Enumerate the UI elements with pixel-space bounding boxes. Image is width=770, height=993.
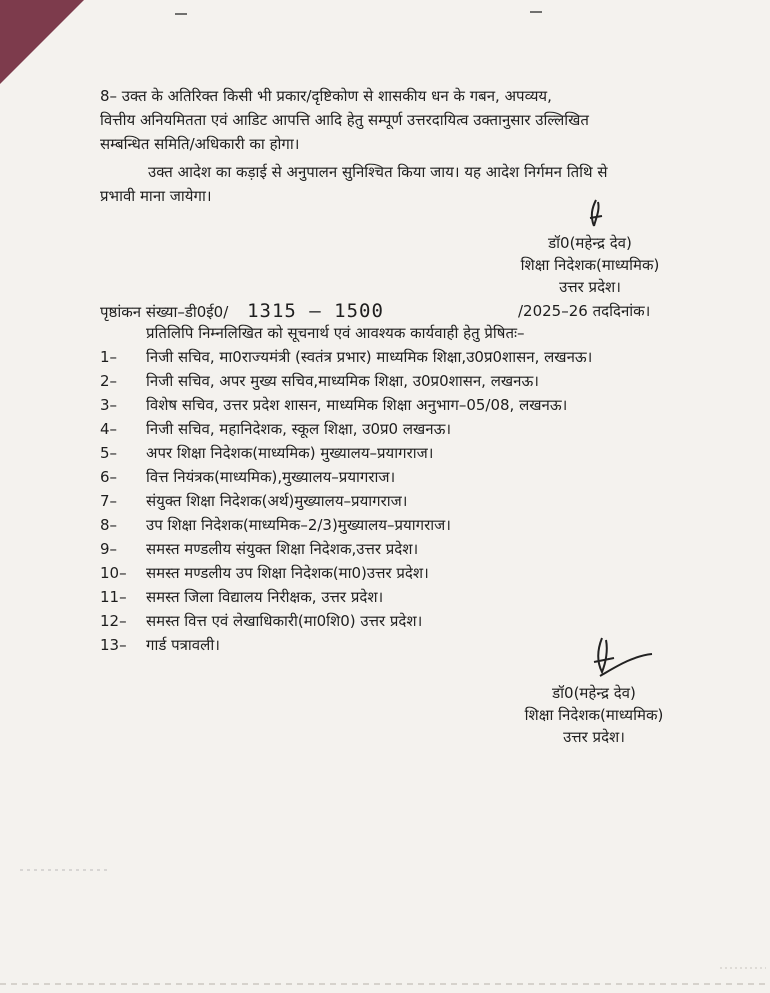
list-item: 8– उप शिक्षा निदेशक(माध्यमिक–2/3)मुख्यालय–प्रयागराज। <box>100 516 451 534</box>
clause-8-line: 8– उक्त के अतिरिक्त किसी भी प्रकार/दृष्टिकोण से शासकीय धन के गबन, अपव्यय, <box>100 87 552 105</box>
list-item: 9– समस्त मण्डलीय संयुक्त शिक्षा निदेशक,उत्तर प्रदेश। <box>100 540 419 558</box>
reference-label: पृष्ठांकन संख्या–डी0ई0/ <box>100 303 229 321</box>
order-line: उक्त आदेश का कड़ाई से अनुपालन सुनिश्चित किया जाय। यह आदेश निर्गमन तिथि से <box>148 163 608 181</box>
signatory-designation: शिक्षा निदेशक(माध्यमिक) <box>524 706 664 724</box>
signatory-state: उत्तर प्रदेश। <box>563 728 625 746</box>
scan-noise-marks <box>0 860 770 993</box>
list-item: 5– अपर शिक्षा निदेशक(माध्यमिक) मुख्यालय–प्रयागराज। <box>100 444 434 462</box>
top-dash-marks <box>170 8 550 20</box>
list-item: 12– समस्त वित्त एवं लेखाधिकारी(मा0शि0) उत्तर प्रदेश। <box>100 612 423 630</box>
handwritten-dispatch-number: 1315 – 1500 <box>247 300 384 322</box>
signature-block-1 <box>490 232 690 298</box>
list-item: 3– विशेष सचिव, उत्तर प्रदेश शासन, माध्यमिक शिक्षा अनुभाग–05/08, लखनऊ। <box>100 396 568 414</box>
order-line: प्रभावी माना जायेगा। <box>100 187 212 205</box>
corner-tint-mark <box>0 0 90 90</box>
list-item: 11– समस्त जिला विद्यालय निरीक्षक, उत्तर प्रदेश। <box>100 588 384 606</box>
signatory-state: उत्तर प्रदेश। <box>559 278 621 296</box>
signatory-name: डॉ0(महेन्द्र देव) <box>552 684 636 702</box>
clause-8-line: सम्बन्धित समिति/अधिकारी का होगा। <box>100 135 300 153</box>
list-item: 10– समस्त मण्डलीय उप शिक्षा निदेशक(मा0)उत्तर प्रदेश। <box>100 564 429 582</box>
signatory-designation: शिक्षा निदेशक(माध्यमिक) <box>520 256 660 274</box>
list-item: 4– निजी सचिव, महानिदेशक, स्कूल शिक्षा, उ0प्र0 लखनऊ। <box>100 420 452 438</box>
clause-8-line: वित्तीय अनियमितता एवं आडिट आपत्ति आदि हेतु सम्पूर्ण उत्तरदायित्व उक्तानुसार उल्लिखित <box>100 111 589 129</box>
list-item: 2– निजी सचिव, अपर मुख्य सचिव,माध्यमिक शिक्षा, उ0प्र0शासन, लखनऊ। <box>100 372 539 390</box>
list-item: 7– संयुक्त शिक्षा निदेशक(अर्थ)मुख्यालय–प्रयागराज। <box>100 492 408 510</box>
signature-1-scribble <box>578 196 618 236</box>
list-item: 1– निजी सचिव, मा0राज्यमंत्री (स्वतंत्र प्रभार) माध्यमिक शिक्षा,उ0प्र0शासन, लखनऊ। <box>100 348 593 366</box>
signatory-name: डॉ0(महेन्द्र देव) <box>548 234 632 252</box>
reference-date: /2025–26 तददिनांक। <box>518 302 651 320</box>
list-item: 6– वित्त नियंत्रक(माध्यमिक),मुख्यालय–प्रयागराज। <box>100 468 396 486</box>
clause-8-paragraph <box>100 84 740 156</box>
reference-line <box>100 300 651 323</box>
copy-intro: प्रतिलिपि निम्नलिखित को सूचनार्थ एवं आवश्यक कार्यवाही हेतु प्रेषितः– <box>146 324 525 342</box>
list-item: 13– गार्ड पत्रावली। <box>100 636 220 654</box>
order-paragraph <box>100 160 740 208</box>
signature-block-2 <box>494 682 694 748</box>
